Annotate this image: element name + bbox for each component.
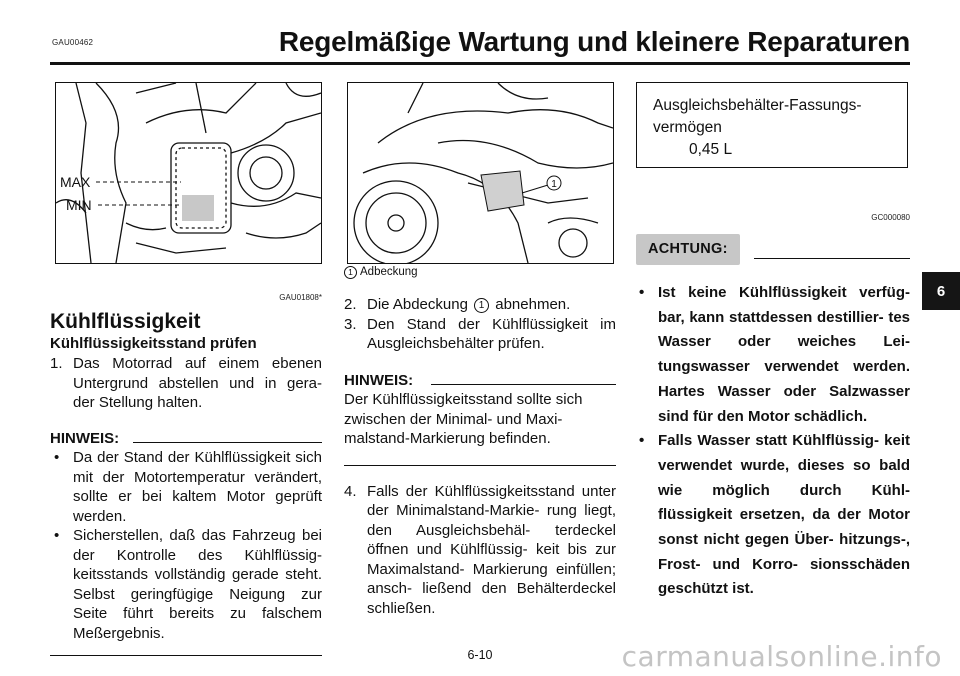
- section-code: GAU01808*: [279, 293, 322, 302]
- bullet-icon: •: [54, 527, 60, 544]
- step-text-before: Die Abdeckung: [367, 296, 468, 313]
- section-title: Kühlflüssigkeit: [50, 309, 201, 333]
- min-label: MIN: [66, 197, 92, 213]
- right-column: [636, 82, 910, 602]
- motorcycle-cover-illustration: [347, 82, 614, 264]
- step-3: [344, 315, 616, 354]
- note-bullet-text: Da der Stand der Kühlflüssigkeit sich mit der Motortemperatur verändert, sollte er bei kaltem Motor geprüft werden.: [73, 449, 322, 525]
- caution-label: ACHTUNG:: [636, 234, 740, 266]
- left-column: [50, 288, 322, 656]
- page-title: Regelmäßige Wartung und kleinere Reparaturen: [278, 26, 910, 57]
- capacity-box: [636, 82, 908, 168]
- step-number: 2.: [344, 296, 357, 313]
- middle-column: [344, 265, 616, 618]
- bullet-icon: •: [639, 432, 645, 450]
- step-text-after: abnehmen.: [495, 296, 571, 313]
- note-text: Der Kühlflüssigkeitsstand sollte sich zwischen der Minimal- und Maxi- malstand-Markierung befinden.: [344, 391, 583, 447]
- coolant-reservoir-illustration: [55, 82, 322, 264]
- capacity-label-line1: Ausgleichsbehälter-Fassungs-: [653, 97, 862, 114]
- motorcycle-drawing: [348, 83, 613, 263]
- step-text: Falls der Kühlflüssigkeitsstand unter der Minimalstand-Markie- rung liegt, den Ausgleichsbehäl- terdeckel öffnen und Kühlflüssig- keit bis zur Maximalstand- Markierung einfüllen; ansch- ließend den Behälterdeckel schließen.: [367, 482, 616, 617]
- step-1: [50, 354, 322, 413]
- caution-code: GC000080: [871, 213, 910, 222]
- part-reference-number: 1: [474, 298, 489, 313]
- caution-bullet-text: Ist keine Kühlflüssigkeit verfüg- bar, kann stattdessen destillier- tes Wasser oder weiches Lei- tungswasser verwendet werden. Hartes Wasser oder Salzwasser sind für den Motor schädlich.: [658, 284, 910, 425]
- step-4: [344, 482, 616, 619]
- note-rule: [133, 442, 322, 443]
- note-bullet: [50, 448, 322, 526]
- page-number: 6-10: [467, 648, 493, 662]
- note-rule: [431, 384, 616, 385]
- note-label: HINWEIS:: [344, 371, 414, 389]
- bullet-icon: •: [639, 284, 645, 301]
- caution-bullet: [636, 281, 910, 429]
- note-heading: [50, 429, 322, 449]
- note-bullet-text: Sicherstellen, daß das Fahrzeug bei der Kontrolle des Kühlflüssig- keitsstands vollständig gerade steht. Selbst geringfügige Neigung zur Seite führt bereits zu falschem Meßergebnis.: [73, 527, 322, 642]
- capacity-label-line2: vermögen: [653, 119, 722, 136]
- document-code: GAU00462: [52, 38, 94, 47]
- note-label: HINWEIS:: [50, 429, 120, 447]
- caution-heading: [636, 234, 910, 266]
- step-2: [344, 295, 616, 315]
- caption-text: Adbeckung: [360, 266, 418, 278]
- step-number: 3.: [344, 315, 357, 333]
- step-text: Den Stand der Kühlflüssigkeit im Ausgleichsbehälter prüfen.: [367, 315, 616, 352]
- note-end-rule: [344, 465, 616, 466]
- chapter-tab: 6: [922, 272, 960, 310]
- reservoir-drawing: [56, 83, 321, 263]
- subsection-title: Kühlflüssigkeitsstand prüfen: [50, 334, 257, 352]
- caution-rule: [754, 258, 910, 259]
- step-number: 4.: [344, 482, 357, 500]
- figure-caption: [344, 265, 616, 279]
- note-heading: [344, 371, 616, 391]
- capacity-value: 0,45 L: [689, 141, 733, 158]
- step-number: 1.: [50, 355, 63, 372]
- note-bullet: [50, 526, 322, 643]
- caption-number: 1: [344, 266, 357, 279]
- step-text: Das Motorrad auf einem ebenen Untergrund abstellen und in gera- der Stellung halten.: [73, 355, 322, 411]
- title-rule: [50, 62, 910, 65]
- watermark: carmanualsonline.info: [621, 640, 942, 673]
- figure-callout-number: 1: [551, 179, 557, 190]
- bullet-icon: •: [54, 449, 60, 466]
- caution-bullet-text: Falls Wasser statt Kühlflüssig- keit verwendet wurde, dieses so bald wie möglich durch Kühl- flüssigkeit ersetzen, da der Motor sonst nicht gegen Über- hitzungs-, Frost- und Korro- sionsschäden geschützt ist.: [658, 432, 910, 598]
- caution-bullet: [636, 429, 910, 602]
- max-label: MAX: [60, 174, 91, 190]
